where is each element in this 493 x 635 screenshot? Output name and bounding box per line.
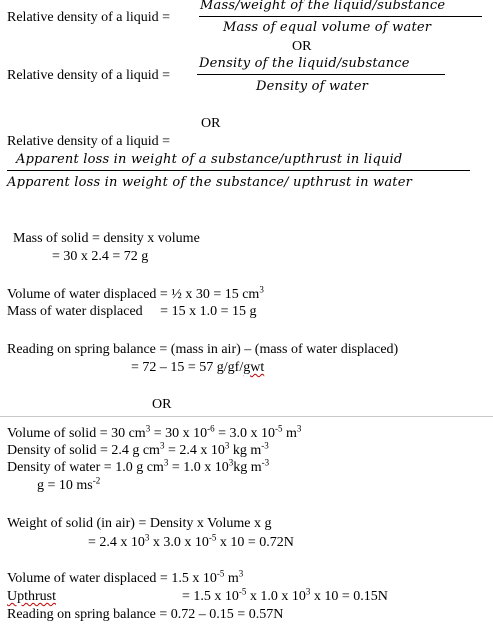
or-separator-1: OR [292,39,312,54]
volume-water-displaced-line: Volume of water displaced = ½ x 30 = 15 $cm^3$ [7,284,264,302]
or-separator-3: OR [152,397,172,412]
formula-2-denominator: Density of water [256,79,368,94]
gravity-line: g = 10 $ms^{-2}$ [37,475,101,493]
spring-balance-reading-line: Reading on spring balance = (mass in air) – (mass of water displaced) [7,342,399,357]
formula-2-numerator: Density of the liquid/substance [199,56,410,71]
upthrust-calc: = 1.5 x $10^{-5}$ x 1.0 x $10^3$ x 10 = 0.15N [182,586,388,604]
formula-1-fraction-bar [199,16,482,17]
formula-3-numerator: Apparent loss in weight of a substance/upthrust in liquid [16,152,403,167]
upthrust-label [7,589,56,605]
formula-1-label: Relative density of a liquid = [7,10,171,25]
formula-3-label: Relative density of a liquid = [7,134,171,149]
page-divider [0,416,493,417]
density-of-solid-line: Density of solid = 2.4 g $cm^3 = 2.4$ x $10^3$ kg $m^{-3}$ [7,440,269,458]
formula-2-fraction-bar [197,74,445,75]
formula-1-denominator: Mass of equal volume of water [223,20,432,35]
formula-3-fraction-bar [7,170,470,171]
volume-of-solid-line: Volume of solid = 30 $cm^3 = 30$ x $10^{-6} = 3.0$ x $10^{-5}$ $m^3$ [7,423,302,441]
weight-of-solid-calc: = 2.4 x $10^3$ x 3.0 x $10^{-5}$ x 10 = 0.72N [88,532,294,550]
spelling-marked-word: gwt [243,360,265,375]
density-of-water-line: Density of water = 1.0 g $cm^3 = 1.0$ x $10^3kg$ $m^{-3}$ [7,457,270,475]
spelling-marked-word: Upthrust [7,589,56,604]
mass-of-solid-line: Mass of solid = density x volume [13,231,200,246]
mass-water-displaced-line: Mass of water displaced = 15 x 1.0 = 15 g [7,304,257,319]
formula-1-numerator: Mass/weight of the liquid/substance [200,0,446,13]
final-spring-balance-reading-line: Reading on spring balance = 0.72 – 0.15 = 0.57N [7,607,284,622]
formula-3-denominator: Apparent loss in weight of the substance/ upthrust in water [7,175,413,190]
or-separator-2: OR [201,116,221,131]
mass-of-solid-calc: = 30 x 2.4 = 72 g [52,249,149,264]
weight-of-solid-line: Weight of solid (in air) = Density x Volume x g [7,516,272,531]
volume-displaced-line: Volume of water displaced = 1.5 x $10^{-5}$ $m^3$ [7,568,244,586]
formula-2-label: Relative density of a liquid = [7,68,171,83]
spring-balance-reading-calc: = 72 – 15 = 57 g/gf/gwt [131,360,265,375]
